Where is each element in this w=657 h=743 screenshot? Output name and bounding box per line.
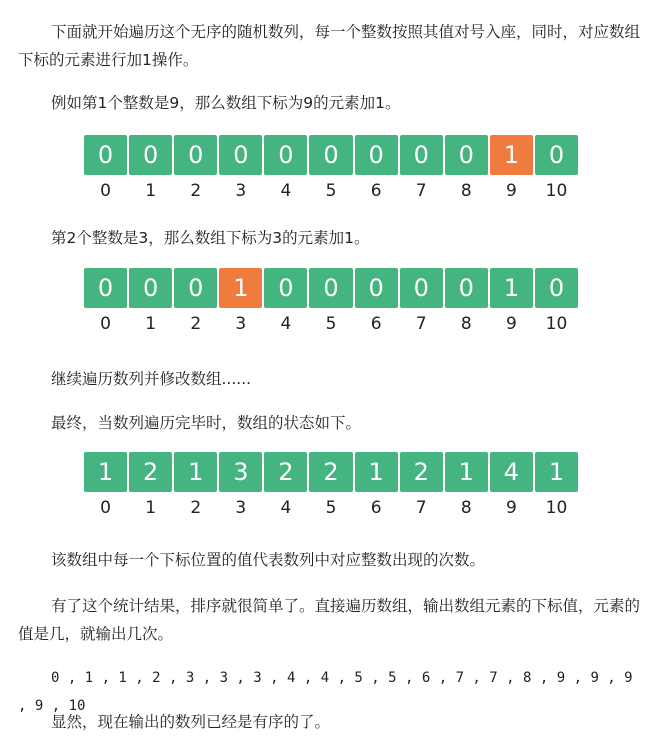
array-step-2 bbox=[84, 268, 578, 334]
array-indices bbox=[84, 498, 578, 518]
sorting-explanation-paragraph: 有了这个统计结果，排序就很简单了。直接遍历数组，输出数组元素的下标值，元素的值是几，就输出几次。 bbox=[18, 597, 641, 643]
array-cells bbox=[84, 135, 578, 175]
array-cell: 0 bbox=[84, 268, 127, 308]
conclusion-paragraph: 显然，现在输出的数列已经是有序的了。 bbox=[51, 713, 331, 731]
array-cell: 0 bbox=[264, 135, 307, 175]
array-cell: 0 bbox=[355, 268, 398, 308]
array-cell: 0 bbox=[309, 268, 352, 308]
array-cell: 0 bbox=[174, 135, 217, 175]
array-cell-highlighted: 1 bbox=[219, 268, 262, 308]
array-index-label: 5 bbox=[325, 498, 337, 518]
array-index-label: 2 bbox=[190, 498, 202, 518]
array-indices bbox=[84, 181, 578, 201]
array-cell: 0 bbox=[445, 268, 488, 308]
array-index-label: 4 bbox=[280, 181, 292, 201]
array-index-label: 4 bbox=[280, 498, 292, 518]
array-index-label: 1 bbox=[145, 181, 157, 201]
array-index-label: 10 bbox=[545, 498, 568, 518]
array-cell: 1 bbox=[490, 268, 533, 308]
array-index-label: 0 bbox=[100, 314, 111, 334]
array-index-label: 2 bbox=[190, 314, 202, 334]
array-cell: 1 bbox=[535, 452, 578, 492]
array-cell: 1 bbox=[84, 452, 127, 492]
array-index-label: 3 bbox=[235, 314, 247, 334]
array-cell: 0 bbox=[129, 135, 172, 175]
array-cell: 0 bbox=[309, 135, 352, 175]
array-cell: 0 bbox=[129, 268, 172, 308]
array-cells bbox=[84, 268, 578, 308]
array-index-label: 0 bbox=[100, 498, 111, 518]
array-index-label: 8 bbox=[460, 181, 472, 201]
array-index-label: 6 bbox=[370, 181, 382, 201]
intro-paragraph: 下面就开始遍历这个无序的随机数列，每一个整数按照其值对号入座，同时，对应数组下标的元素进行加1操作。 bbox=[18, 23, 641, 69]
array-index-label: 9 bbox=[505, 181, 517, 201]
final-state-paragraph: 最终，当数列遍历完毕时，数组的状态如下。 bbox=[51, 414, 362, 432]
array-cell: 0 bbox=[445, 135, 488, 175]
array-step-1 bbox=[84, 135, 578, 201]
array-index-label: 10 bbox=[545, 314, 568, 334]
array-index-label: 6 bbox=[370, 498, 382, 518]
array-index-label: 7 bbox=[415, 181, 427, 201]
array-index-label: 8 bbox=[460, 314, 472, 334]
array-cell: 2 bbox=[400, 452, 443, 492]
meaning-paragraph: 该数组中每一个下标位置的值代表数列中对应整数出现的次数。 bbox=[51, 551, 486, 569]
array-cell: 0 bbox=[174, 268, 217, 308]
array-cell: 1 bbox=[355, 452, 398, 492]
array-index-label: 4 bbox=[280, 314, 292, 334]
array-index-label: 5 bbox=[325, 314, 337, 334]
array-cell: 2 bbox=[129, 452, 172, 492]
array-index-label: 5 bbox=[325, 181, 337, 201]
array-cell: 0 bbox=[535, 135, 578, 175]
array-cell: 0 bbox=[400, 268, 443, 308]
continue-paragraph: 继续遍历数列并修改数组...... bbox=[51, 370, 252, 388]
array-cell: 0 bbox=[400, 135, 443, 175]
array-index-label: 2 bbox=[190, 181, 202, 201]
array-cell: 1 bbox=[445, 452, 488, 492]
array-cell: 0 bbox=[264, 268, 307, 308]
array-cell: 1 bbox=[174, 452, 217, 492]
array-cell: 2 bbox=[309, 452, 352, 492]
array-index-label: 10 bbox=[545, 181, 568, 201]
array-indices bbox=[84, 314, 578, 334]
array-index-label: 9 bbox=[505, 498, 517, 518]
array-index-label: 8 bbox=[460, 498, 472, 518]
array-index-label: 9 bbox=[505, 314, 517, 334]
array-index-label: 3 bbox=[235, 181, 247, 201]
sorted-output: 0 , 1 , 1 , 2 , 3 , 3 , 3 , 4 , 4 , 5 , 5 , 6 , 7 , 7 , 8 , 9 , 9 , 9 , 9 , 10 bbox=[18, 670, 633, 714]
array-index-label: 7 bbox=[415, 498, 427, 518]
array-cell: 0 bbox=[355, 135, 398, 175]
array-index-label: 1 bbox=[145, 314, 157, 334]
array-cells bbox=[84, 452, 578, 492]
array-cell: 0 bbox=[219, 135, 262, 175]
array-index-label: 0 bbox=[100, 181, 111, 201]
array-index-label: 3 bbox=[235, 498, 247, 518]
array-cell: 0 bbox=[84, 135, 127, 175]
example-second-paragraph: 第2个整数是3，那么数组下标为3的元素加1。 bbox=[51, 229, 370, 247]
array-final bbox=[84, 452, 578, 518]
array-index-label: 1 bbox=[145, 498, 157, 518]
array-index-label: 7 bbox=[415, 314, 427, 334]
array-cell: 4 bbox=[490, 452, 533, 492]
example-first-paragraph: 例如第1个整数是9，那么数组下标为9的元素加1。 bbox=[51, 94, 401, 112]
array-cell: 2 bbox=[264, 452, 307, 492]
array-cell: 0 bbox=[535, 268, 578, 308]
array-cell: 3 bbox=[219, 452, 262, 492]
array-index-label: 6 bbox=[370, 314, 382, 334]
array-cell-highlighted: 1 bbox=[490, 135, 533, 175]
